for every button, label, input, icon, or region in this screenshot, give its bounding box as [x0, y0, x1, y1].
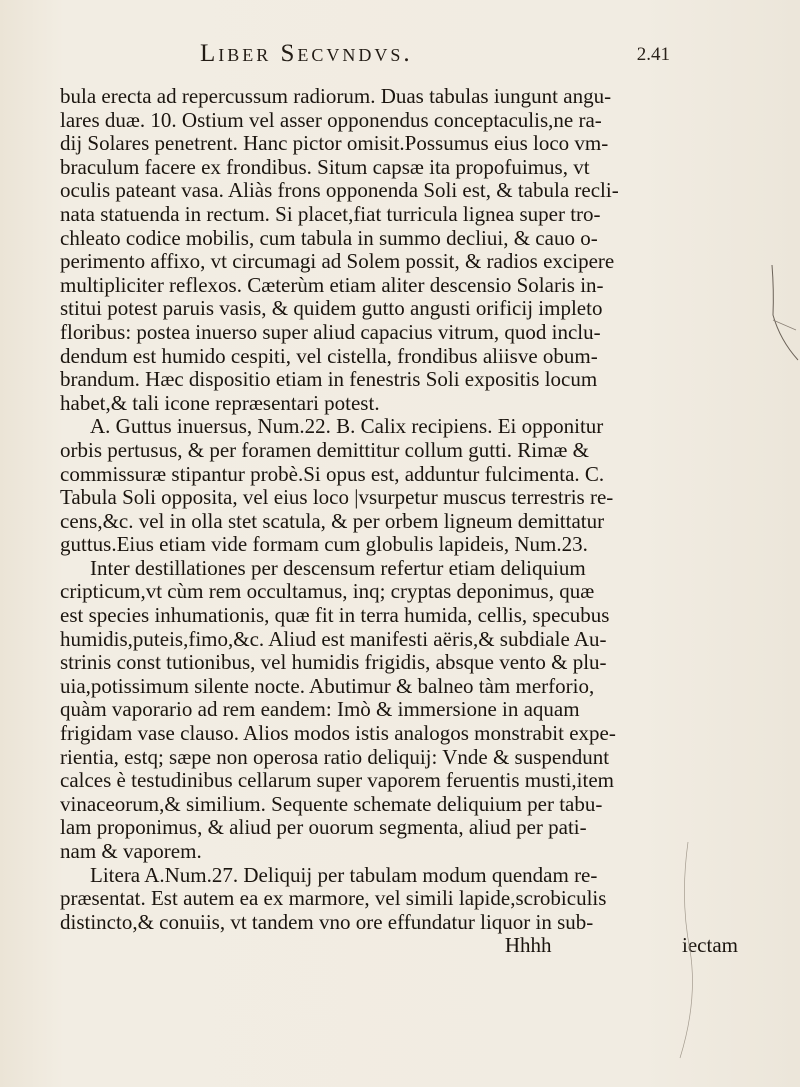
text-line: dendum est humido cespiti, vel cistella, frondibus aliisve obum-	[60, 344, 598, 368]
text-line: Litera A.Num.27. Deliquij per tabulam modum quendam re-	[90, 863, 598, 887]
text-line: lares duæ. 10. Ostium vel asser opponendus conceptaculis,ne ra-	[60, 108, 602, 132]
page-number: 2.41	[636, 44, 670, 65]
text-line: orbis pertusus, & per foramen demittitur collum gutti. Rimæ &	[60, 438, 590, 462]
text-line: Inter destillationes per descensum refertur etiam deliquium	[90, 556, 586, 580]
text-line: frigidam vase clauso. Alios modos istis analogos monstrabit expe-	[60, 722, 616, 746]
text-line: guttus.Eius etiam vide formam cum globulis lapideis, Num.23.	[60, 533, 588, 557]
catchword: iectam	[682, 934, 738, 958]
text-line: cens,&c. vel in olla stet scatula, & per orbem ligneum demittatur	[60, 509, 605, 533]
text-line: quàm vaporario ad rem eandem: Imò & immersione in aquam	[60, 698, 580, 722]
text-line: brandum. Hæc dispositio etiam in fenestris Soli expositis locum	[60, 368, 598, 392]
text-line: distincto,& conuiis, vt tandem vno ore effundatur liquor in sub-	[60, 910, 594, 934]
text-line: stitui potest paruis vasis, & quidem gutto angusti orificij impleto	[60, 297, 603, 321]
text-line: nata statuenda in rectum. Si placet,fiat turricula lignea super tro-	[60, 202, 601, 226]
text-line: dij Solares penetrent. Hanc pictor omisit.Possumus eius loco vm-	[60, 132, 609, 156]
text-line: multipliciter reflexos. Cæterùm etiam aliter descensio Solaris in-	[60, 273, 604, 297]
text-line: cripticum,vt cùm rem occultamus, inq; cryptas deponimus, quæ	[60, 580, 595, 604]
text-line: vinaceorum,& similium. Sequente schemate deliquium per tabu-	[60, 792, 603, 816]
text-line: uia,potissimum silente nocte. Abutimur & balneo tàm merforio,	[60, 674, 595, 698]
signature-mark: Hhhh	[504, 934, 552, 958]
text-line: oculis pateant vasa. Aliàs frons opponenda Soli est, & tabula recli-	[60, 179, 619, 203]
text-line: est species inhumationis, quæ fit in terra humida, cellis, specubus	[60, 604, 610, 628]
running-header	[190, 40, 670, 74]
text-line: perimento affixo, vt circumagi ad Solem possit, & radios excipere	[60, 250, 615, 274]
running-title: Liber Secvndvs.	[200, 40, 413, 67]
text-line: præsentat. Est autem ea ex marmore, vel simili lapide,scrobiculis	[60, 887, 607, 911]
text-line: calces è testudinibus cellarum super vaporem feruentis musti,item	[60, 769, 614, 793]
text-line: rientia, estq; sæpe non operosa ratio deliquij: Vnde & suspendunt	[60, 745, 610, 769]
text-line: lam proponimus, & aliud per ouorum segmenta, aliud per pati-	[60, 816, 587, 840]
text-line: A. Guttus inuersus, Num.22. B. Calix recipiens. Ei opponitur	[90, 415, 604, 439]
text-line: humidis,puteis,fimo,&c. Aliud est manifesti aëris,& subdiale Au-	[60, 627, 607, 651]
marginal-sketch-icon	[770, 260, 800, 380]
text-line: nam & vaporem.	[60, 840, 202, 863]
text-line: braculum facere ex frondibus. Situm capsæ ita propofuimus, vt	[60, 155, 590, 179]
text-line: bula erecta ad repercussum radiorum. Duas tabulas iungunt angu-	[60, 85, 612, 108]
text-line: floribus: postea inuerso super aliud capacius vitrum, quod inclu-	[60, 320, 601, 344]
text-line: Tabula Soli opposita, vel eius loco |vsurpetur muscus terrestris re-	[60, 486, 614, 510]
body-text	[60, 85, 760, 958]
text-line: habet,& tali icone repræsentari potest.	[60, 391, 380, 415]
text-line: chleato codice mobilis, cum tabula in summo decliui, & cauo o-	[60, 226, 598, 250]
text-line: commissuræ stipantur probè.Si opus est, adduntur fulcimenta. C.	[60, 462, 605, 486]
stray-hair-icon	[640, 840, 700, 1060]
text-line: strinis const tutionibus, vel humidis frigidis, absque vento & plu-	[60, 651, 607, 675]
